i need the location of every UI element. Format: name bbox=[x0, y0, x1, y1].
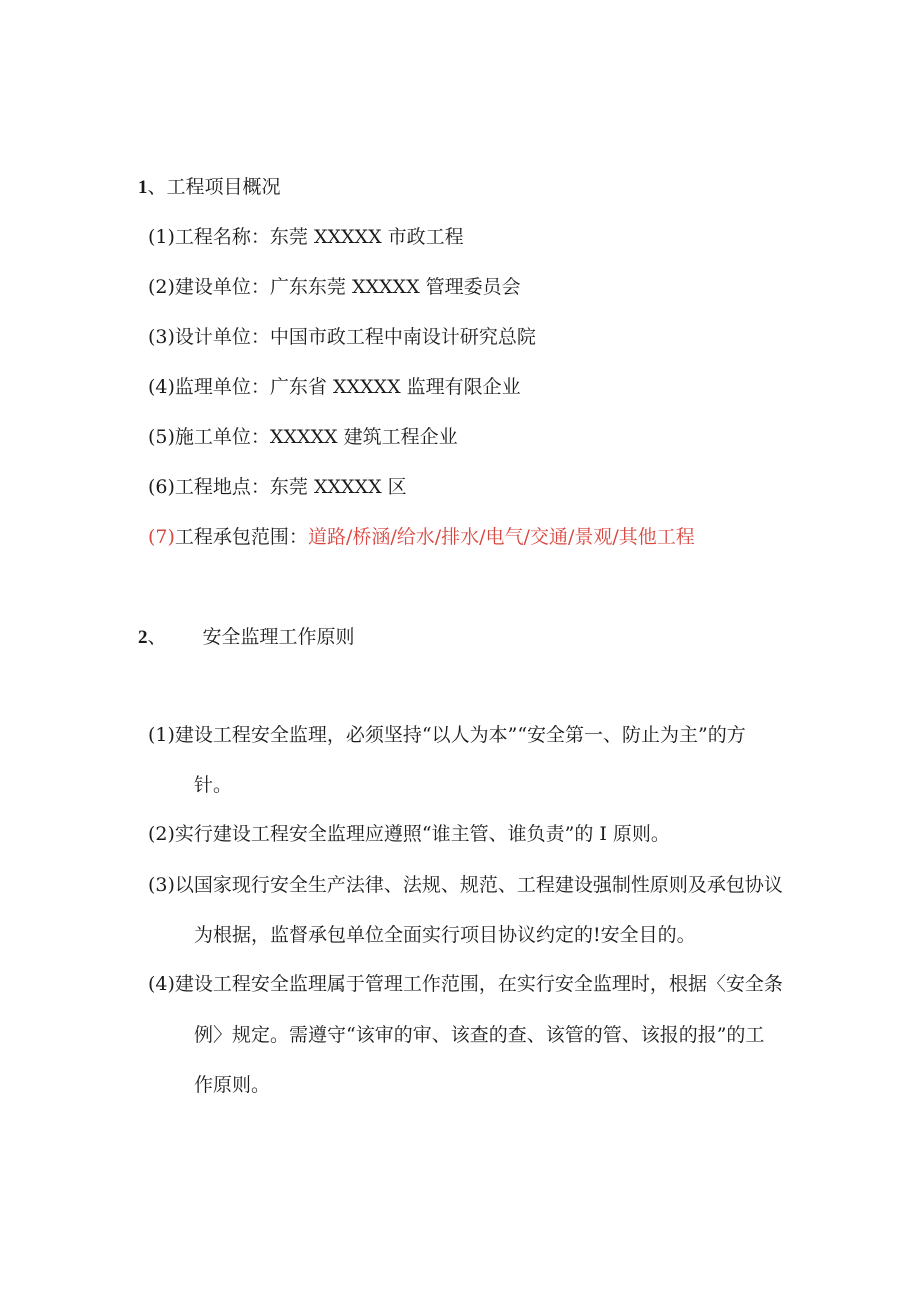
principle-line: 为根据，监督承包单位全面实行项目协议约定的!安全目的。 bbox=[194, 924, 696, 946]
section-1-separator: 、 bbox=[147, 176, 167, 198]
project-item-label: (1)工程名称： bbox=[148, 226, 270, 248]
project-item bbox=[148, 225, 464, 249]
project-item-label: (5)施工单位： bbox=[148, 426, 270, 448]
project-item bbox=[148, 275, 521, 299]
principle-line: 针。 bbox=[194, 774, 233, 796]
project-item bbox=[148, 375, 521, 399]
project-item-value: 东莞 XXXXX 市政工程 bbox=[269, 226, 464, 248]
principle-line: 作原则。 bbox=[194, 1074, 271, 1096]
principle-line: 例〉规定。需遵守“该审的审、该查的查、该管的管、该报的报”的工 bbox=[194, 1024, 765, 1046]
project-item-label: (4)监理单位： bbox=[148, 376, 270, 398]
scope-value: 道路/桥涵/给水/排水/电气/交通/景观/其他工程 bbox=[307, 526, 695, 548]
section-1-heading bbox=[138, 175, 281, 200]
principle-line: (2)实行建设工程安全监理应遵照“谁主管、谁负责”的 I 原则。 bbox=[148, 823, 670, 845]
principle-line: (1)建设工程安全监理，必须坚持“以人为本”“安全第一、防止为主”的方 bbox=[148, 724, 746, 746]
project-item bbox=[148, 475, 407, 499]
project-item-value: 东莞 XXXXX 区 bbox=[269, 476, 407, 498]
project-item bbox=[148, 325, 536, 349]
section-2-number: 2 bbox=[138, 627, 148, 648]
principle-line: (3)以国家现行安全生产法律、法规、规范、工程建设强制性原则及承包协议 bbox=[148, 874, 783, 896]
project-item-scope bbox=[148, 525, 695, 549]
principle-line: (4)建设工程安全监理属于管理工作范围，在实行安全监理时，根据〈安全条 bbox=[148, 973, 783, 995]
section-1-title: 工程项目概况 bbox=[166, 176, 281, 198]
section-2-heading bbox=[138, 625, 355, 650]
section-2-separator: 、 bbox=[147, 626, 167, 648]
section-2-title: 安全监理工作原则 bbox=[202, 626, 355, 648]
section-1-number: 1 bbox=[138, 177, 148, 198]
project-item-label: (6)工程地点： bbox=[148, 476, 270, 498]
project-item-label: (3)设计单位： bbox=[148, 326, 270, 348]
project-item-label: 工程承包范围： bbox=[174, 526, 308, 548]
scope-number: (7) bbox=[148, 526, 175, 548]
project-item-value: 中国市政工程中南设计研究总院 bbox=[269, 326, 536, 348]
project-item bbox=[148, 425, 458, 449]
project-item-label: (2)建设单位： bbox=[148, 276, 270, 298]
project-item-value: 广东省 XXXXX 监理有限企业 bbox=[269, 376, 521, 398]
project-item-value: XXXXX 建筑工程企业 bbox=[269, 426, 458, 448]
project-item-value: 广东东莞 XXXXX 管理委员会 bbox=[269, 276, 521, 298]
